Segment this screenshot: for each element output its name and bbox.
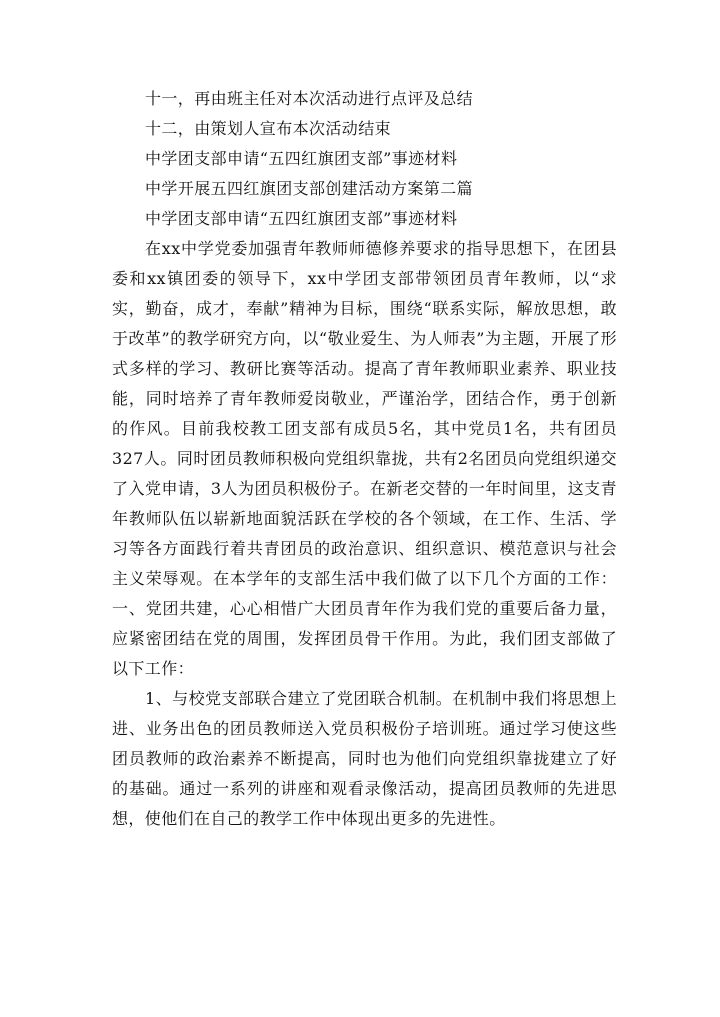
list-item-twelve: 十二，由策划人宣布本次活动结束 xyxy=(145,119,392,138)
heading-activity-plan: 中学开展五四红旗团支部创建活动方案第二篇 xyxy=(145,179,474,198)
list-item-eleven: 十一，再由班主任对本次活动进行点评及总结 xyxy=(145,89,474,108)
heading-application-material: 中学团支部申请“五四红旗团支部”事迹材料 xyxy=(145,149,458,168)
body-paragraph-main: 在xx中学党委加强青年教师师德修养要求的指导思想下，在团县委和xx镇团委的领导下，xx中学团支部带领团员青年教师，以“求实，勤奋，成才，奉献”精神为目标，围绕“联系实际，解放思想，敢于改革”的教学研究方向，以“敬业爱生、为人师表”为主题，开展了形式多样的学习、教研比赛等活动。提高了青年教师职业素养、职业技能，同时培养了青年教师爱岗敬业，严谨治学，团结合作，勇于创新的作风。目前我校教工团支部有成员5名，其中党员1名，共有团员327人。同时团员教师积极向党组织靠拢，共有2名团员向党组织递交了入党申请，3人为团员积极份子。在新老交替的一年时间里，这支青年教师队伍以崭新地面貌活跃在学校的各个领域，在工作、生活、学习等各方面践行着共青团员的政治意识、组织意识、模范意识与社会主义荣辱观。在本学年的支部生活中我们做了以下几个方面的工作：一、党团共建，心心相惜广大团员青年作为我们党的重要后备力量，应紧密团结在党的周围，发挥团员骨干作用。为此，我们团支部做了以下工作： xyxy=(112,239,617,678)
document-body xyxy=(112,84,617,834)
heading-application-material-repeat: 中学团支部申请“五四红旗团支部”事迹材料 xyxy=(145,209,458,228)
body-paragraph-mechanism: 1、与校党支部联合建立了党团联合机制。在机制中我们将思想上进、业务出色的团员教师送入党员积极份子培训班。通过学习使这些团员教师的政治素养不断提高，同时也为他们向党组织靠拢建立了好的基础。通过一系列的讲座和观看录像活动，提高团员教师的先进思想，使他们在自己的教学工作中体现出更多的先进性。 xyxy=(112,689,617,828)
